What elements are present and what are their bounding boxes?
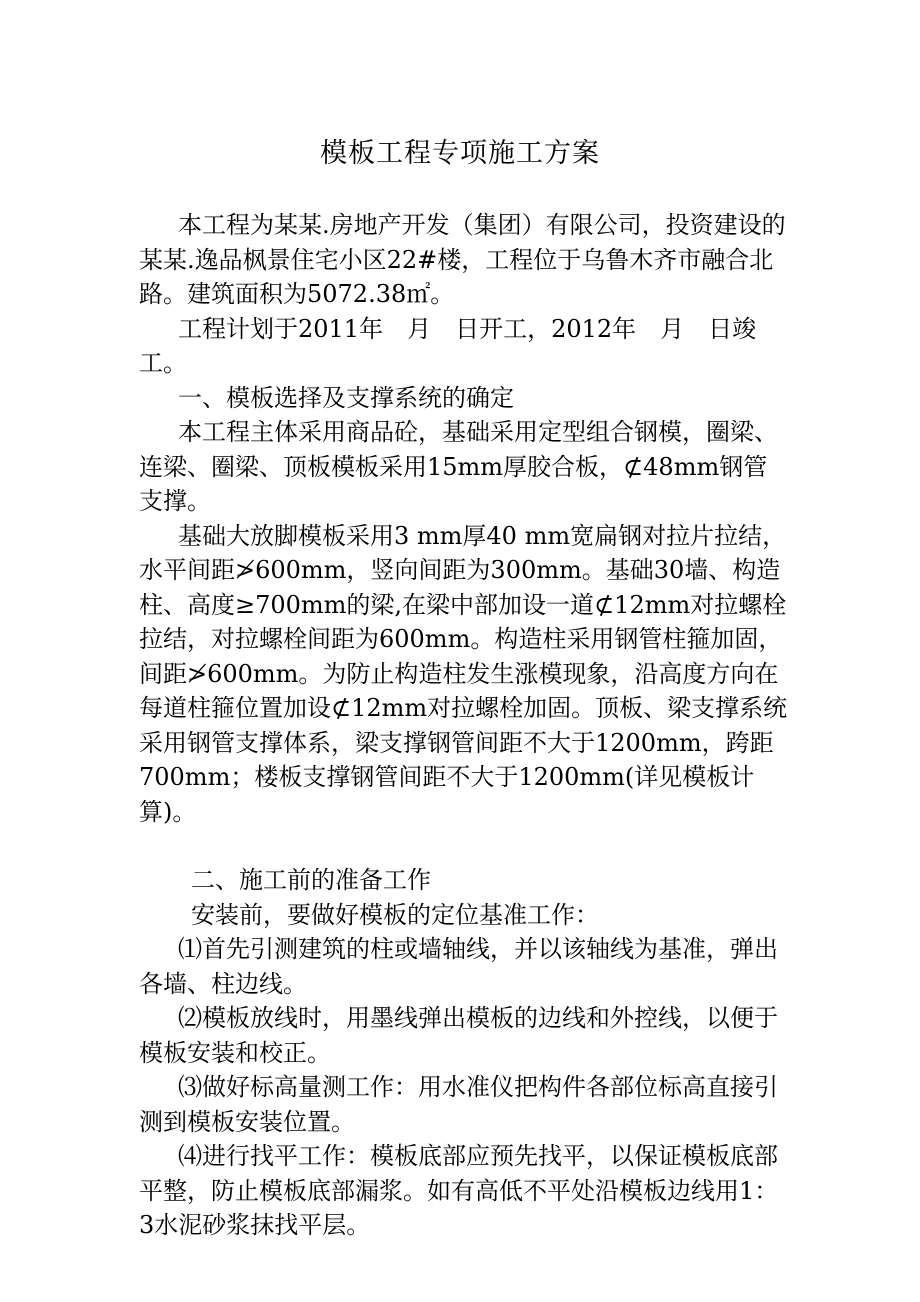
document-title: 模板工程专项施工方案 [320, 138, 600, 169]
paragraph-preparation-intro: 安装前，要做好模板的定位基准工作： [191, 900, 599, 929]
paragraph-project-intro: 本工程为某某.房地产开发（集团）有限公司，投资建设的某某.逸品枫景住宅小区22#楼，工程位于乌鲁木齐市融合北路。建筑面积为5072.38㎡。 [139, 211, 786, 308]
list-item-3: ⑶做好标高量测工作：用水准仪把构件各部位标高直接引测到模板安装位置。 [139, 1073, 778, 1136]
paragraph-schedule: 工程计划于2011年 月 日开工，2012年 月 日竣工。 [139, 314, 757, 377]
paragraph-formwork-materials: 本工程主体采用商品砼，基础采用定型组合钢模，圈梁、连梁、圈梁、顶板模板采用15mm厚胶合板，⊄48mm钢管支撑。 [139, 418, 778, 515]
document-body [139, 208, 789, 1243]
paragraph-support-system: 基础大放脚模板采用3 mm厚40 mm宽扁钢对拉片拉结，水平间距≯600mm，竖向间距为300mm。基础30墙、构造柱、高度≥700mm的梁,在梁中部加设一道⊄12mm对拉螺栓拉结，对拉螺栓间距为600mm。构造柱采用钢管柱箍加固，间距≯600mm。为防止构造柱发生涨模现象，沿高度方向在每道柱箍位置加设⊄12mm对拉螺栓加固。顶板、梁支撑系统采用钢管支撑体系，梁支撑钢管间距不大于1200mm，跨距700mm；楼板支撑钢管间距不大于1200mm(详见模板计算)。 [139, 521, 788, 826]
list-item-1: ⑴首先引测建筑的柱或墙轴线，并以该轴线为基准，弹出各墙、柱边线。 [139, 935, 778, 998]
list-item-2: ⑵模板放线时，用墨线弹出模板的边线和外控线，以便于模板安装和校正。 [139, 1004, 778, 1067]
section-heading-2: 二、施工前的准备工作 [191, 866, 431, 894]
section-heading-1: 一、模板选择及支撑系统的确定 [178, 383, 514, 412]
list-item-4: ⑷进行找平工作：模板底部应预先找平，以保证模板底部平整，防止模板底部漏浆。如有高低不平处沿模板边线用1：3水泥砂浆抹找平层。 [139, 1142, 779, 1239]
